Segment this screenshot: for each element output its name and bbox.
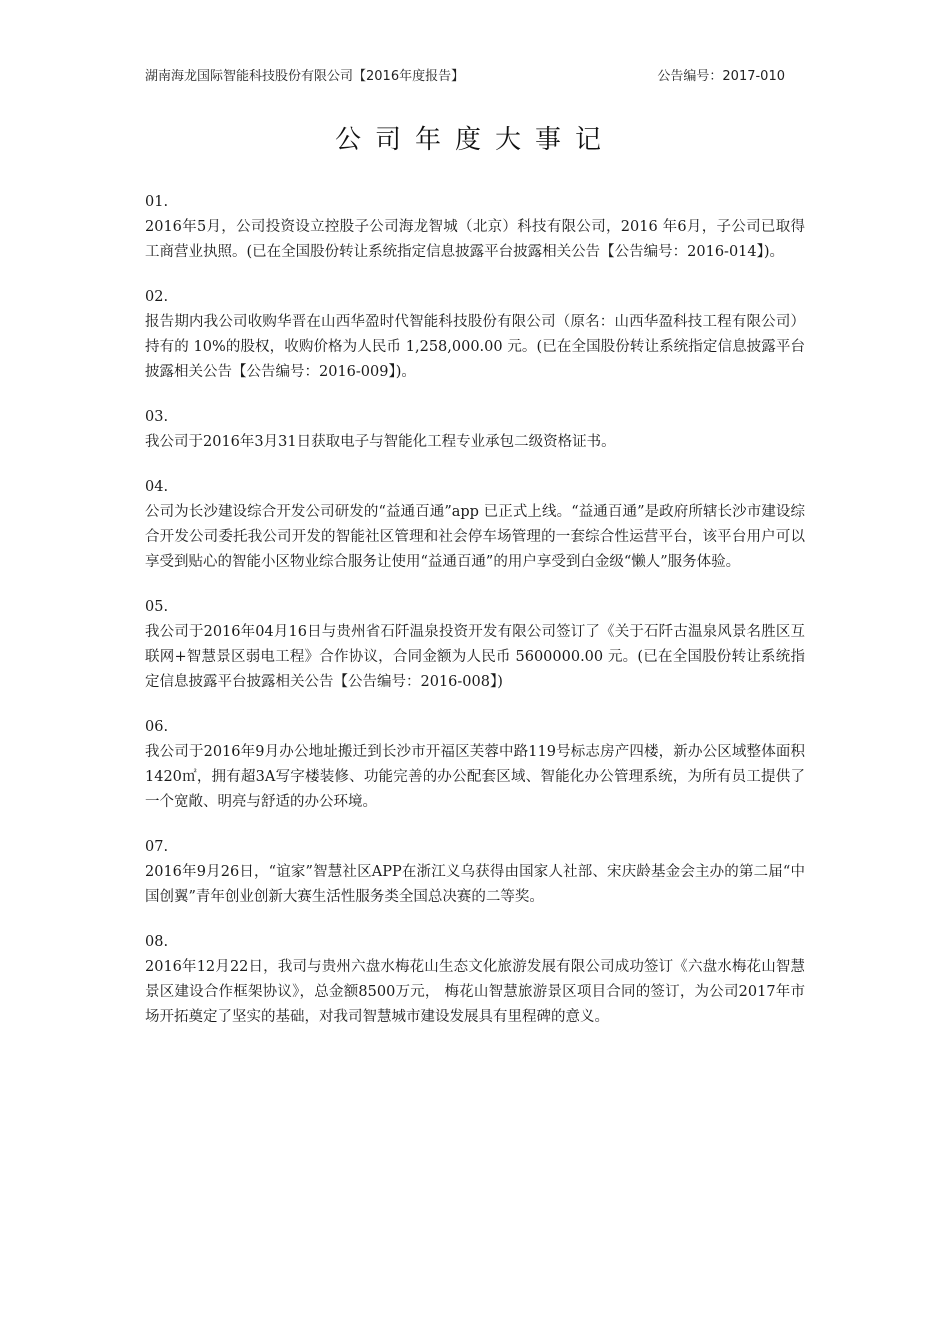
event-number: 03. [145,409,169,425]
page-header [145,66,785,88]
event-item [145,930,805,1030]
event-item [145,595,805,695]
event-text: 我公司于2016年9月办公地址搬迁到长沙市开福区芙蓉中路119号标志房产四楼，新办公区域整体面积1420㎡，拥有超3A写字楼装修、功能完善的办公配套区域、智能化办公管理系统，为所有员工提供了一个宽敞、明亮与舒适的办公环境。 [145,744,805,810]
event-number: 08. [145,934,169,950]
event-item [145,475,805,575]
event-item [145,835,805,910]
event-number: 06. [145,719,169,735]
event-text: 2016年9月26日，“谊家”智慧社区APP在浙江义乌获得由国家人社部、宋庆龄基金会主办的第二届“中国创翼”青年创业创新大赛生活性服务类全国总决赛的二等奖。 [145,864,805,905]
page-title: 公司年度大事记 [334,125,615,155]
event-number: 05. [145,599,169,615]
event-text: 2016年12月22日，我司与贵州六盘水梅花山生态文化旅游发展有限公司成功签订《六盘水梅花山智慧景区建设合作框架协议》，总金额8500万元， 梅花山智慧旅游景区项目合同的签订，为公司2017年市场开拓奠定了坚实的基础，对我司智慧城市建设发展具有里程碑的意义。 [145,959,805,1025]
event-number: 04. [145,479,169,495]
event-text: 报告期内我公司收购华晋在山西华盈时代智能科技股份有限公司（原名：山西华盈科技工程有限公司）持有的 10%的股权，收购价格为人民币 1,258,000.00 元。(已在全国股份转让系统指定信息披露平台披露相关公告【公告编号：2016-009】)。 [145,314,805,380]
event-item [145,405,805,455]
event-number: 07. [145,839,169,855]
event-item [145,190,805,265]
event-text: 2016年5月，公司投资设立控股子公司海龙智城（北京）科技有限公司，2016 年6月，子公司已取得工商营业执照。(已在全国股份转让系统指定信息披露平台披露相关公告【公告编号：2016-014】)。 [145,219,805,260]
events-list [145,190,805,1050]
header-announcement-number: 公告编号：2017-010 [657,69,785,84]
event-text: 公司为长沙建设综合开发公司研发的“益通百通”app 已正式上线。“益通百通”是政府所辖长沙市建设综合开发公司委托我公司开发的智能社区管理和社会停车场管理的一套综合性运营平台，该平台用户可以享受到贴心的智能小区物业综合服务让使用“益通百通”的用户享受到白金级“懒人”服务体验。 [145,504,805,570]
event-text: 我公司于2016年04月16日与贵州省石阡温泉投资开发有限公司签订了《关于石阡古温泉风景名胜区互联网+智慧景区弱电工程》合作协议，合同金额为人民币 5600000.00 元。(已在全国股份转让系统指定信息披露平台披露相关公告【公告编号：2016-008】) [145,624,805,690]
event-text: 我公司于2016年3月31日获取电子与智能化工程专业承包二级资格证书。 [145,434,616,450]
event-number: 02. [145,289,169,305]
event-item [145,285,805,385]
event-number: 01. [145,194,169,210]
header-company-report: 湖南海龙国际智能科技股份有限公司【2016年度报告】 [145,69,465,84]
event-item [145,715,805,815]
